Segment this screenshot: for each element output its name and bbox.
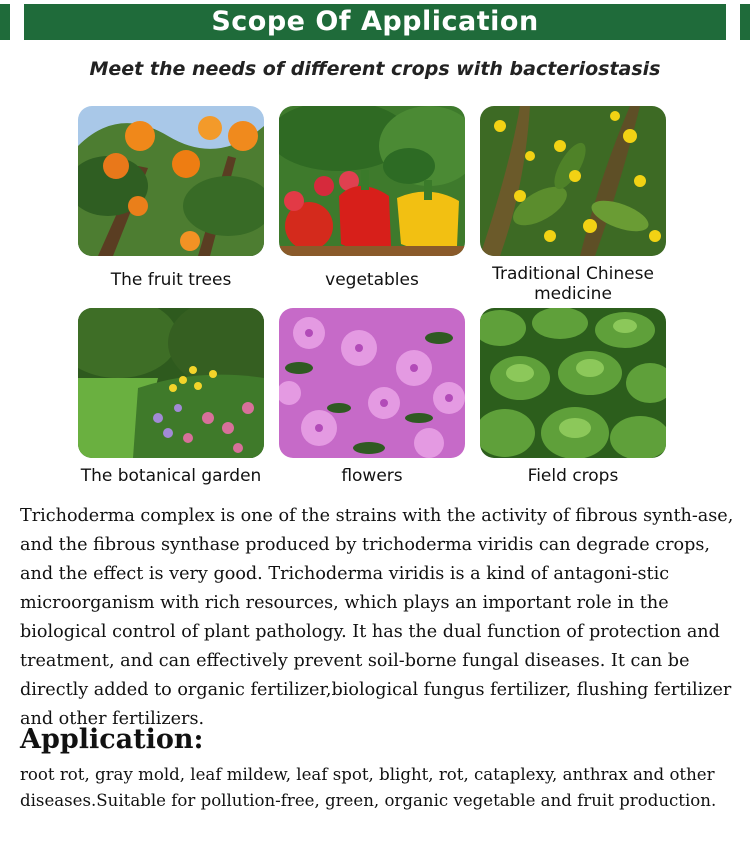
crop-label: The fruit trees [110, 270, 232, 290]
flowers-image [279, 308, 465, 458]
botanical-garden-image [78, 308, 264, 458]
leafy-crops-photo [480, 308, 666, 458]
header-banner [0, 0, 750, 44]
orange-tree-photo [78, 106, 264, 256]
banner-right-accent [740, 4, 750, 40]
page-subtitle: Meet the needs of different crops with bacteriostasis [89, 58, 661, 80]
page-title: Scope Of Application [24, 4, 726, 40]
crop-label: Field crops [527, 466, 619, 486]
garden-photo [78, 308, 264, 458]
pink-flowers-photo [279, 308, 465, 458]
herbal-medicine-image [480, 106, 666, 256]
crop-label: vegetables [325, 270, 419, 290]
banner-left-accent [0, 4, 10, 40]
fruit-trees-image [78, 106, 264, 256]
crop-label: The botanical garden [80, 466, 262, 486]
field-crops-image [480, 308, 666, 458]
crop-label: Traditional Chinese medicine [492, 264, 654, 304]
vegetables-photo [279, 106, 465, 256]
vegetables-image [279, 106, 465, 256]
crop-label: flowers [341, 466, 403, 486]
herb-plant-photo [480, 106, 666, 256]
application-text: root rot, gray mold, leaf mildew, leaf spot, blight, rot, cataplexy, anthrax and other diseases.Suitable for pollution-free, green, organic vegetable and fruit production. [20, 765, 717, 810]
application-heading: Application: [20, 724, 204, 755]
description-paragraph: Trichoderma complex is one of the strains with the activity of fibrous synth-ase, and the fibrous synthase produced by trichoderma viridis can degrade crops, and the effect is very good. Trichoderma viridis is a kind of antagoni-stic microorganism with rich resources, which plays an important role in the biological control of plant pathology. It has the dual function of protection and treatment, and can effectively prevent soil-borne fungal diseases. It can be directly added to organic fertilizer,biological fungus fertilizer, flushing fertilizer and other fertilizers. [20, 506, 734, 729]
